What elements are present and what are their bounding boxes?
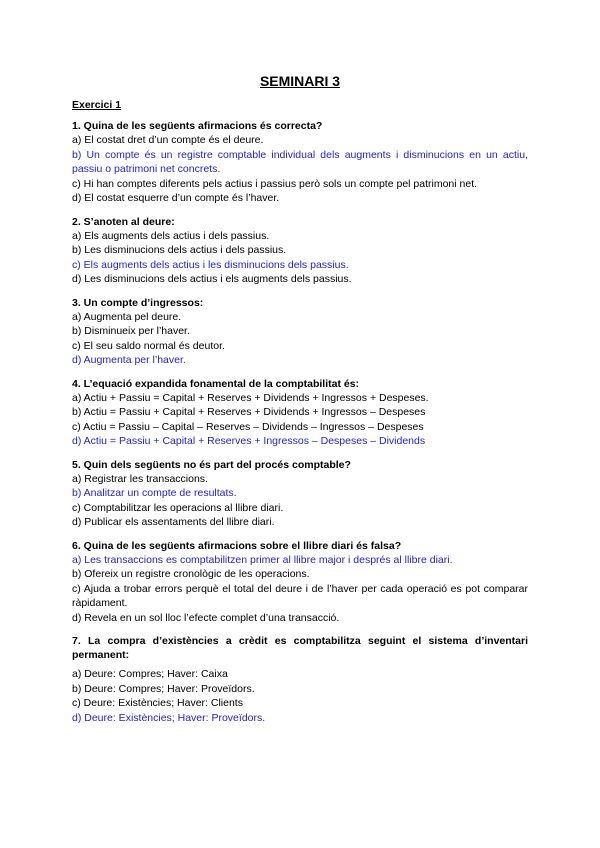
answer-option: a) Deure: Compres; Haver: Caixa bbox=[72, 668, 228, 680]
question-title: 4. L’equació expandida fonamental de la comptabilitat és: bbox=[72, 377, 360, 390]
answer-option: a) Els augments dels actius i dels passius. bbox=[72, 229, 270, 242]
answer-option: d) Publicar els assentaments del llibre diari. bbox=[72, 516, 275, 528]
answer-option: d) El costat esquerre d’un compte és l’haver. bbox=[72, 192, 280, 204]
document-page bbox=[72, 72, 528, 734]
answer-option-correct: b) Un compte és un registre comptable individual dels augments i disminucions en un actiu, passiu o patrimoni net concrets. bbox=[72, 148, 528, 175]
answer-option: c) Actiu = Passiu – Capital – Reserves – Dividends – Ingressos – Despeses bbox=[72, 420, 424, 433]
answer-option: c) Hi han comptes diferents pels actius i passius però sols un compte pel patrimoni net. bbox=[72, 177, 478, 190]
answer-option-correct: d) Augmenta per l’haver. bbox=[72, 354, 186, 366]
answer-option: d) Revela en un sol lloc l’efecte complet d’una transacció. bbox=[72, 611, 340, 624]
answer-option: a) Actiu + Passiu = Capital + Reserves + Dividends + Ingressos + Despeses. bbox=[72, 391, 429, 404]
question-title: 7. La compra d’existències a crèdit es comptabilitza seguint el sistema d’inventari permanent: bbox=[72, 635, 528, 661]
answer-option-correct: c) Els augments dels actius i les disminucions dels passius. bbox=[72, 258, 349, 271]
question-1 bbox=[72, 119, 528, 206]
page-title: SEMINARI 3 bbox=[259, 73, 341, 89]
answer-option: c) Comptabilitzar les operacions al llibre diari. bbox=[72, 501, 284, 514]
answer-option: c) Deure: Existències; Haver: Clients bbox=[72, 697, 243, 709]
answer-option: b) Deure: Compres; Haver: Proveïdors. bbox=[72, 682, 255, 695]
answer-option: b) Actiu = Passiu + Capital + Reserves + Dividends + Ingressos – Despeses bbox=[72, 406, 426, 418]
question-title: 3. Un compte d’ingressos: bbox=[72, 296, 204, 309]
question-title: 2. S’anoten al deure: bbox=[72, 215, 175, 228]
question-title: 1. Quina de les següents afirmacions és correcta? bbox=[72, 120, 323, 132]
answer-option: b) Disminueix per l’haver. bbox=[72, 325, 190, 337]
answer-option: a) Registrar les transaccions. bbox=[72, 472, 208, 485]
question-6 bbox=[72, 539, 528, 626]
answer-option: c) El seu saldo normal és deutor. bbox=[72, 339, 225, 352]
answer-option-correct: a) Les transaccions es comptabilitzen primer al llibre major i després al llibre diari. bbox=[72, 553, 453, 566]
question-7 bbox=[72, 634, 528, 725]
question-2 bbox=[72, 215, 528, 287]
question-title: 6. Quina de les següents afirmacions sobre el llibre diari és falsa? bbox=[72, 539, 402, 552]
question-5 bbox=[72, 458, 528, 530]
question-title: 5. Quin dels següents no és part del procés comptable? bbox=[72, 458, 351, 471]
question-3 bbox=[72, 296, 528, 368]
question-list bbox=[72, 119, 528, 725]
answer-option-correct: d) Deure: Existències; Haver: Proveïdors. bbox=[72, 711, 266, 724]
answer-option: b) Ofereix un registre cronològic de les operacions. bbox=[72, 568, 310, 580]
question-4 bbox=[72, 377, 528, 449]
answer-option: b) Les disminucions dels actius i dels passius. bbox=[72, 244, 287, 256]
answer-option: a) Augmenta pel deure. bbox=[72, 310, 182, 323]
exercise-heading: Exercici 1 bbox=[72, 99, 122, 111]
answer-option: a) El costat dret d’un compte és el deure. bbox=[72, 134, 264, 146]
answer-option-correct: b) Analitzar un compte de resultats. bbox=[72, 487, 237, 499]
answer-option: c) Ajuda a trobar errors perquè el total del deure i de l’haver per cada operació es pot comparar ràpidament. bbox=[72, 582, 528, 609]
answer-option: d) Les disminucions dels actius i els augments dels passius. bbox=[72, 273, 352, 285]
answer-option-correct: d) Actiu = Passiu + Capital + Reserves + Ingressos – Despeses – Dividends bbox=[72, 435, 426, 447]
